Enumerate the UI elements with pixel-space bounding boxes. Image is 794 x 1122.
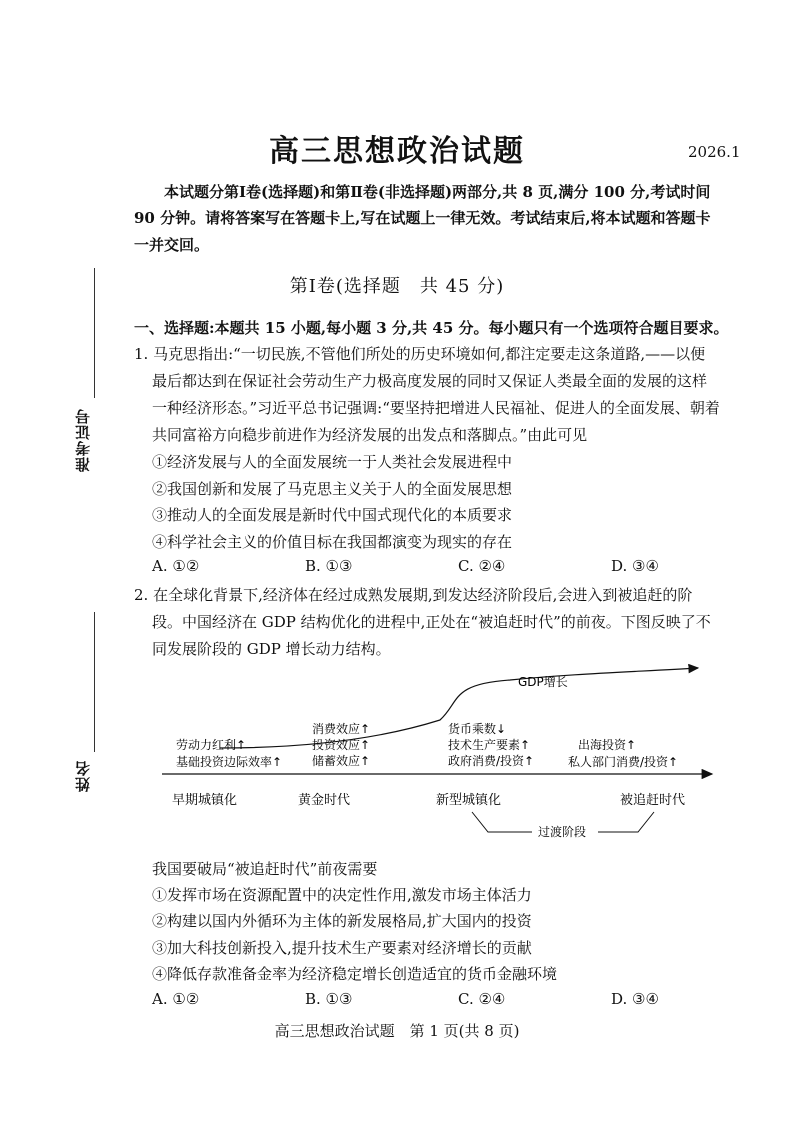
q2-statement-2: ②构建以国内外循环为主体的新发展格局,扩大国内的投资 <box>152 912 532 930</box>
name-label: 姓名 <box>74 760 92 792</box>
q1-statement-2: ②我国创新和发展了马克思主义关于人的全面发展思想 <box>152 480 513 498</box>
exam-date: 2026.1 <box>688 143 741 161</box>
stage4-factor-1: 出海投资↑ <box>578 738 637 752</box>
q2-question: 我国要破局“被追赶时代”前夜需要 <box>152 860 378 878</box>
stage-label-2: 黄金时代 <box>298 793 351 808</box>
stage1-factor-2: 基础投资边际效率↑ <box>176 755 283 769</box>
section-title: 第Ⅰ卷(选择题 共 45 分) <box>289 276 505 297</box>
q1-statement-1: ①经济发展与人的全面发展统一于人类社会发展进程中 <box>152 453 513 471</box>
q2-stem-2: 段。中国经济在 GDP 结构优化的进程中,正处在“被追赶时代”的前夜。下图反映了不 <box>152 613 711 631</box>
q2-stem-1: 2. 在全球化背景下,经济体在经过成熟发展期,到发达经济阶段后,会进入到被追赶的阶 <box>134 586 693 604</box>
stage2-factor-2: 投资效应↑ <box>312 738 371 752</box>
q1-option-b[interactable]: B. ①③ <box>305 557 353 575</box>
stage1-factor-1: 劳动力红利↑ <box>176 738 247 752</box>
q2-stem-3: 同发展阶段的 GDP 增长动力结构。 <box>152 640 391 658</box>
q2-option-c[interactable]: C. ②④ <box>458 990 506 1008</box>
intro-line-2: 90 分钟。请将答案写在答题卡上,写在试题上一律无效。考试结束后,将本试题和答题卡 <box>134 209 711 227</box>
q1-statement-4: ④科学社会主义的价值目标在我国都演变为现实的存在 <box>152 533 513 551</box>
curve-title: GDP增长 <box>518 675 568 689</box>
exam-id-label: 准考证号 <box>74 408 92 472</box>
intro-line-1: 本试题分第Ⅰ卷(选择题)和第Ⅱ卷(非选择题)两部分,共 8 页,满分 100 分,考试时间 <box>164 183 711 201</box>
stage2-factor-3: 储蓄效应↑ <box>312 754 371 768</box>
q1-statement-3: ③推动人的全面发展是新时代中国式现代化的本质要求 <box>152 506 513 524</box>
q2-option-a[interactable]: A. ①② <box>152 990 200 1008</box>
q2-statement-1: ①发挥市场在资源配置中的决定性作用,激发市场主体活力 <box>152 886 532 904</box>
stage3-factor-2: 技术生产要素↑ <box>448 738 531 752</box>
stage-label-4: 被追赶时代 <box>620 793 686 808</box>
q1-option-c[interactable]: C. ②④ <box>458 557 506 575</box>
stage-label-1: 早期城镇化 <box>172 793 238 808</box>
name-line <box>94 612 95 752</box>
q1-stem-3: 一种经济形态。”习近平总书记强调:“要坚持把增进人民福祉、促进人的全面发展、朝着 <box>152 399 720 417</box>
q1-stem-2: 最后都达到在保证社会劳动生产力极高度发展的同时又保证人类最全面的发展的这样 <box>152 372 708 390</box>
q1-stem-1: 1. 马克思指出:“一切民族,不管他们所处的历史环境如何,都注定要走这条道路,——以便 <box>134 345 706 363</box>
stage3-factor-3: 政府消费/投资↑ <box>448 754 535 768</box>
q1-option-d[interactable]: D. ③④ <box>611 557 659 575</box>
transition-label: 过渡阶段 <box>538 825 587 839</box>
q1-option-a[interactable]: A. ①② <box>152 557 200 575</box>
stage2-factor-1: 消费效应↑ <box>312 722 371 736</box>
page-title: 高三思想政治试题 <box>269 134 525 169</box>
intro-line-3: 一并交回。 <box>134 236 210 254</box>
stage4-factor-2: 私人部门消费/投资↑ <box>568 755 679 769</box>
stage3-factor-1: 货币乘数↓ <box>448 722 507 736</box>
q2-statement-3: ③加大科技创新投入,提升技术生产要素对经济增长的贡献 <box>152 939 532 957</box>
gdp-growth-diagram <box>150 662 720 850</box>
section-instruction: 一、选择题:本题共 15 小题,每小题 3 分,共 45 分。每小题只有一个选项符合题目要求。 <box>134 319 729 337</box>
page-footer: 高三思想政治试题 第 1 页(共 8 页) <box>274 1022 520 1040</box>
q1-stem-4: 共同富裕方向稳步前进作为经济发展的出发点和落脚点。”由此可见 <box>152 426 588 444</box>
stage-label-3: 新型城镇化 <box>436 793 502 808</box>
q2-statement-4: ④降低存款准备金率为经济稳定增长创造适宜的货币金融环境 <box>152 965 558 983</box>
q2-option-b[interactable]: B. ①③ <box>305 990 353 1008</box>
gdp-growth-curve <box>220 668 698 748</box>
q2-option-d[interactable]: D. ③④ <box>611 990 659 1008</box>
